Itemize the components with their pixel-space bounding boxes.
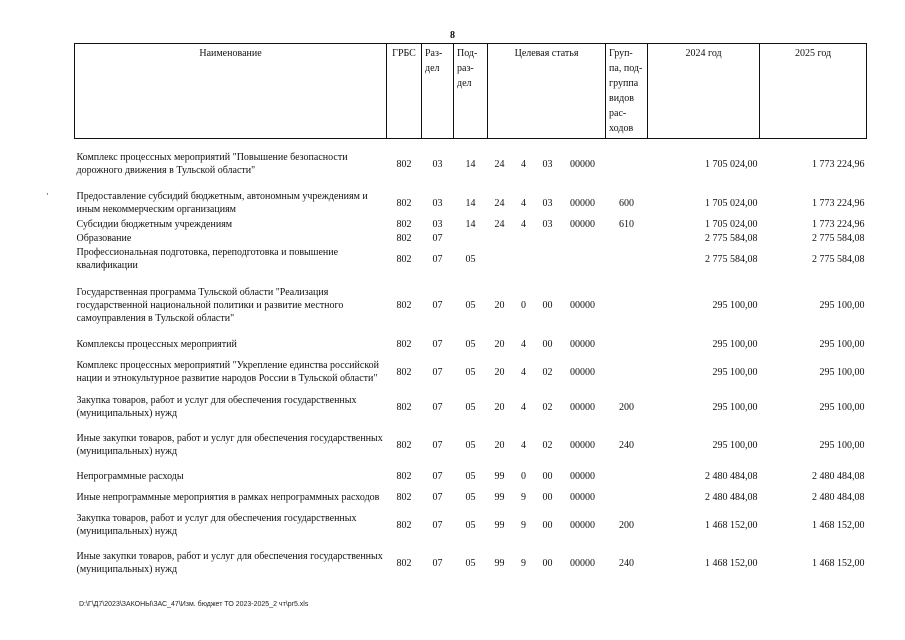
row-cs-direction: 00000 — [570, 557, 596, 569]
header-name: Наименование — [75, 44, 387, 139]
row-grbs: 802 — [396, 299, 412, 311]
row-cs-subprogram: 03 — [542, 218, 553, 230]
spacer-cell — [75, 421, 867, 431]
row-amount-2025: 295 100,00 — [819, 401, 865, 413]
row-grbs: 802 — [396, 519, 412, 531]
row-cs-program: 20 — [494, 401, 505, 413]
row-cs-type: 9 — [521, 557, 526, 569]
row-amount-2025: 1 773 224,96 — [812, 218, 865, 230]
row-razdel: 07 — [432, 299, 443, 311]
table-row — [75, 337, 867, 351]
table-row — [75, 511, 867, 539]
row-vid-rashodov: 610 — [619, 218, 635, 230]
row-grbs: 802 — [396, 439, 412, 451]
row-grbs: 802 — [396, 366, 412, 378]
row-cs-program: 24 — [494, 158, 505, 170]
footer-file-path: D:\Г\Д7\2023\ЗАКОНЫ\ЗАС_47\Изм. бюджет ТО 2023-2025_2 чт\pr5.xls — [79, 601, 309, 608]
row-cs-program: 20 — [494, 366, 505, 378]
row-razdel: 07 — [432, 232, 443, 244]
row-name: Иные закупки товаров, работ и услуг для обеспечения государственных (муниципальных) нужд — [76, 433, 383, 457]
row-cs-subprogram: 00 — [542, 491, 553, 503]
row-vid-rashodov — [606, 483, 648, 511]
header-2024: 2024 год — [648, 44, 760, 139]
row-cs-type: 4 — [521, 439, 526, 451]
row-cs-program: 24 — [494, 218, 505, 230]
row-cs-subprogram: 03 — [542, 197, 553, 209]
row-name: Государственная программа Тульской области "Реализация государственной национальной политики и развитие местного самоуправления в Тульской области" — [76, 286, 344, 324]
row-name: Закупка товаров, работ и услуг для обеспечения государственных (муниципальных) нужд — [76, 513, 357, 537]
row-vid-rashodov: 240 — [619, 439, 635, 451]
row-podrazdel: 14 — [465, 158, 476, 170]
row-cs-type: 9 — [521, 519, 526, 531]
row-cs-subprogram: 00 — [542, 470, 553, 482]
row-podrazdel: 14 — [465, 218, 476, 230]
row-razdel: 07 — [432, 519, 443, 531]
row-vid-rashodov — [606, 283, 648, 327]
row-grbs: 802 — [396, 557, 412, 569]
row-amount-2025: 295 100,00 — [819, 439, 865, 451]
row-razdel: 07 — [432, 491, 443, 503]
row-amount-2025: 2 480 484,08 — [812, 491, 865, 503]
row-podrazdel: 05 — [465, 519, 476, 531]
row-amount-2024: 295 100,00 — [712, 439, 758, 451]
budget-table — [74, 43, 867, 577]
row-name: Непрограммные расходы — [76, 470, 184, 482]
row-amount-2024: 2 480 484,08 — [705, 470, 758, 482]
row-spacer — [75, 139, 867, 150]
row-podrazdel: 05 — [465, 401, 476, 413]
row-spacer — [75, 327, 867, 337]
row-cs-direction — [560, 231, 606, 245]
row-podrazdel: 05 — [465, 338, 476, 350]
row-cs-direction: 00000 — [570, 218, 596, 230]
row-podrazdel: 05 — [465, 253, 476, 265]
row-cs-direction: 00000 — [570, 401, 596, 413]
table-row — [75, 189, 867, 217]
header-gruppa-vidov-rashodov: Груп- па, под- группа видов рас- ходов — [606, 44, 648, 139]
row-cs-type: 4 — [521, 158, 526, 170]
row-amount-2024: 1 468 152,00 — [705, 519, 758, 531]
row-name: Образование — [76, 232, 132, 244]
row-cs-program: 24 — [494, 197, 505, 209]
row-cs-direction: 00000 — [570, 519, 596, 531]
row-name: Комплекс процессных мероприятий "Укрепление единства российской нации и этнокультурное развитие народов России в Тульской области" — [76, 360, 380, 384]
row-razdel: 07 — [432, 338, 443, 350]
header-podrazdel: Под- раз- дел — [454, 44, 488, 139]
row-grbs: 802 — [396, 338, 412, 350]
row-podrazdel — [454, 231, 488, 245]
row-cs-program: 99 — [494, 557, 505, 569]
row-vid-rashodov: 200 — [619, 401, 635, 413]
row-amount-2025: 1 468 152,00 — [812, 519, 865, 531]
row-cs-type — [512, 231, 536, 245]
row-cs-subprogram — [536, 231, 560, 245]
row-cs-subprogram: 02 — [542, 366, 553, 378]
row-amount-2024: 2 480 484,08 — [705, 491, 758, 503]
row-cs-type: 4 — [521, 218, 526, 230]
header-celevaya-statya: Целевая статья — [488, 44, 606, 139]
row-name: Иные непрограммные мероприятия в рамках непрограммных расходов — [76, 491, 380, 503]
row-name: Профессиональная подготовка, переподготовка и повышение квалификации — [76, 247, 339, 271]
spacer-cell — [75, 327, 867, 337]
row-cs-subprogram: 02 — [542, 439, 553, 451]
spacer-cell — [75, 273, 867, 283]
row-razdel: 03 — [432, 158, 443, 170]
row-amount-2024: 295 100,00 — [712, 366, 758, 378]
row-podrazdel: 14 — [465, 197, 476, 209]
row-grbs: 802 — [396, 491, 412, 503]
row-amount-2025: 1 468 152,00 — [812, 557, 865, 569]
table-header-row — [75, 44, 867, 139]
table-row — [75, 231, 867, 245]
row-spacer — [75, 539, 867, 549]
table-row — [75, 483, 867, 511]
row-cs-program: 99 — [494, 519, 505, 531]
row-cs-type: 4 — [521, 197, 526, 209]
row-cs-type: 0 — [521, 299, 526, 311]
row-cs-program: 99 — [494, 491, 505, 503]
row-grbs: 802 — [396, 253, 412, 265]
row-cs-type: 0 — [521, 470, 526, 482]
row-grbs: 802 — [396, 401, 412, 413]
row-cs-direction: 00000 — [570, 470, 596, 482]
row-razdel: 07 — [432, 439, 443, 451]
row-cs-program — [488, 245, 512, 273]
row-cs-subprogram: 00 — [542, 338, 553, 350]
row-amount-2024: 1 468 152,00 — [705, 557, 758, 569]
table-body — [75, 139, 867, 578]
table-row — [75, 469, 867, 483]
row-razdel: 07 — [432, 366, 443, 378]
table-row — [75, 431, 867, 459]
row-razdel: 07 — [432, 557, 443, 569]
header-2025: 2025 год — [760, 44, 867, 139]
row-cs-type: 4 — [521, 366, 526, 378]
row-name: Комплексы процессных мероприятий — [76, 338, 237, 350]
row-amount-2025: 295 100,00 — [819, 299, 865, 311]
row-name: Предоставление субсидий бюджетным, автономным учреждениям и иным некоммерческим организациям — [76, 191, 368, 215]
row-cs-type: 4 — [521, 338, 526, 350]
row-cs-direction: 00000 — [570, 491, 596, 503]
row-cs-subprogram: 00 — [542, 557, 553, 569]
table-row — [75, 549, 867, 577]
row-cs-direction: 00000 — [570, 158, 596, 170]
row-cs-program — [488, 231, 512, 245]
row-amount-2024: 295 100,00 — [712, 401, 758, 413]
row-vid-rashodov — [606, 337, 648, 351]
table-row — [75, 351, 867, 393]
row-name: Комплекс процессных мероприятий "Повышение безопасности дорожного движения в Тульской области" — [76, 152, 348, 176]
row-podrazdel: 05 — [465, 299, 476, 311]
spacer-cell — [75, 539, 867, 549]
table-row — [75, 283, 867, 327]
row-cs-subprogram: 02 — [542, 401, 553, 413]
row-vid-rashodov — [606, 149, 648, 179]
margin-mark: · — [46, 189, 49, 199]
row-cs-direction — [560, 245, 606, 273]
row-razdel: 03 — [432, 218, 443, 230]
table-row — [75, 217, 867, 231]
row-name: Закупка товаров, работ и услуг для обеспечения государственных (муниципальных) нужд — [76, 395, 357, 419]
row-cs-program: 20 — [494, 299, 505, 311]
row-spacer — [75, 179, 867, 189]
row-cs-program: 99 — [494, 470, 505, 482]
row-vid-rashodov — [606, 351, 648, 393]
spacer-cell — [75, 179, 867, 189]
row-amount-2024: 2 775 584,08 — [705, 253, 758, 265]
row-vid-rashodov: 240 — [619, 557, 635, 569]
spacer-cell — [75, 139, 867, 150]
row-vid-rashodov — [606, 245, 648, 273]
spacer-cell — [75, 459, 867, 469]
row-razdel: 07 — [432, 401, 443, 413]
row-amount-2025: 2 480 484,08 — [812, 470, 865, 482]
row-name: Иные закупки товаров, работ и услуг для обеспечения государственных (муниципальных) нужд — [76, 551, 383, 575]
table-row — [75, 149, 867, 179]
row-cs-subprogram: 00 — [542, 299, 553, 311]
row-amount-2025: 295 100,00 — [819, 366, 865, 378]
row-cs-type: 4 — [521, 401, 526, 413]
row-cs-type: 9 — [521, 491, 526, 503]
row-razdel: 03 — [432, 197, 443, 209]
row-spacer — [75, 273, 867, 283]
row-grbs: 802 — [396, 218, 412, 230]
row-razdel: 07 — [432, 470, 443, 482]
row-amount-2024: 1 705 024,00 — [705, 197, 758, 209]
table-row — [75, 393, 867, 421]
row-amount-2025: 1 773 224,96 — [812, 158, 865, 170]
row-podrazdel: 05 — [465, 366, 476, 378]
row-amount-2024: 1 705 024,00 — [705, 158, 758, 170]
row-amount-2024: 295 100,00 — [712, 299, 758, 311]
row-vid-rashodov — [606, 469, 648, 483]
row-cs-direction: 00000 — [570, 366, 596, 378]
table-row — [75, 245, 867, 273]
row-spacer — [75, 459, 867, 469]
row-grbs: 802 — [396, 197, 412, 209]
row-cs-type — [512, 245, 536, 273]
row-vid-rashodov: 200 — [619, 519, 635, 531]
row-grbs: 802 — [396, 158, 412, 170]
row-cs-direction: 00000 — [570, 299, 596, 311]
page-number: 8 — [450, 30, 455, 41]
row-cs-subprogram: 03 — [542, 158, 553, 170]
row-amount-2024: 1 705 024,00 — [705, 218, 758, 230]
row-cs-direction: 00000 — [570, 197, 596, 209]
header-grbs: ГРБС — [387, 44, 422, 139]
row-razdel: 07 — [432, 253, 443, 265]
row-amount-2025: 295 100,00 — [819, 338, 865, 350]
row-grbs: 802 — [396, 232, 412, 244]
row-cs-program: 20 — [494, 439, 505, 451]
row-amount-2025: 2 775 584,08 — [812, 253, 865, 265]
row-cs-direction: 00000 — [570, 439, 596, 451]
row-vid-rashodov: 600 — [619, 197, 635, 209]
row-cs-program: 20 — [494, 338, 505, 350]
row-name: Субсидии бюджетным учреждениям — [76, 218, 233, 230]
header-razdel: Раз- дел — [422, 44, 454, 139]
row-amount-2025: 1 773 224,96 — [812, 197, 865, 209]
row-podrazdel: 05 — [465, 557, 476, 569]
row-amount-2024: 295 100,00 — [712, 338, 758, 350]
row-amount-2024: 2 775 584,08 — [705, 232, 758, 244]
row-vid-rashodov — [606, 231, 648, 245]
row-spacer — [75, 421, 867, 431]
row-cs-subprogram: 00 — [542, 519, 553, 531]
row-grbs: 802 — [396, 470, 412, 482]
row-cs-direction: 00000 — [570, 338, 596, 350]
row-podrazdel: 05 — [465, 491, 476, 503]
row-podrazdel: 05 — [465, 439, 476, 451]
row-podrazdel: 05 — [465, 470, 476, 482]
row-amount-2025: 2 775 584,08 — [812, 232, 865, 244]
row-cs-subprogram — [536, 245, 560, 273]
